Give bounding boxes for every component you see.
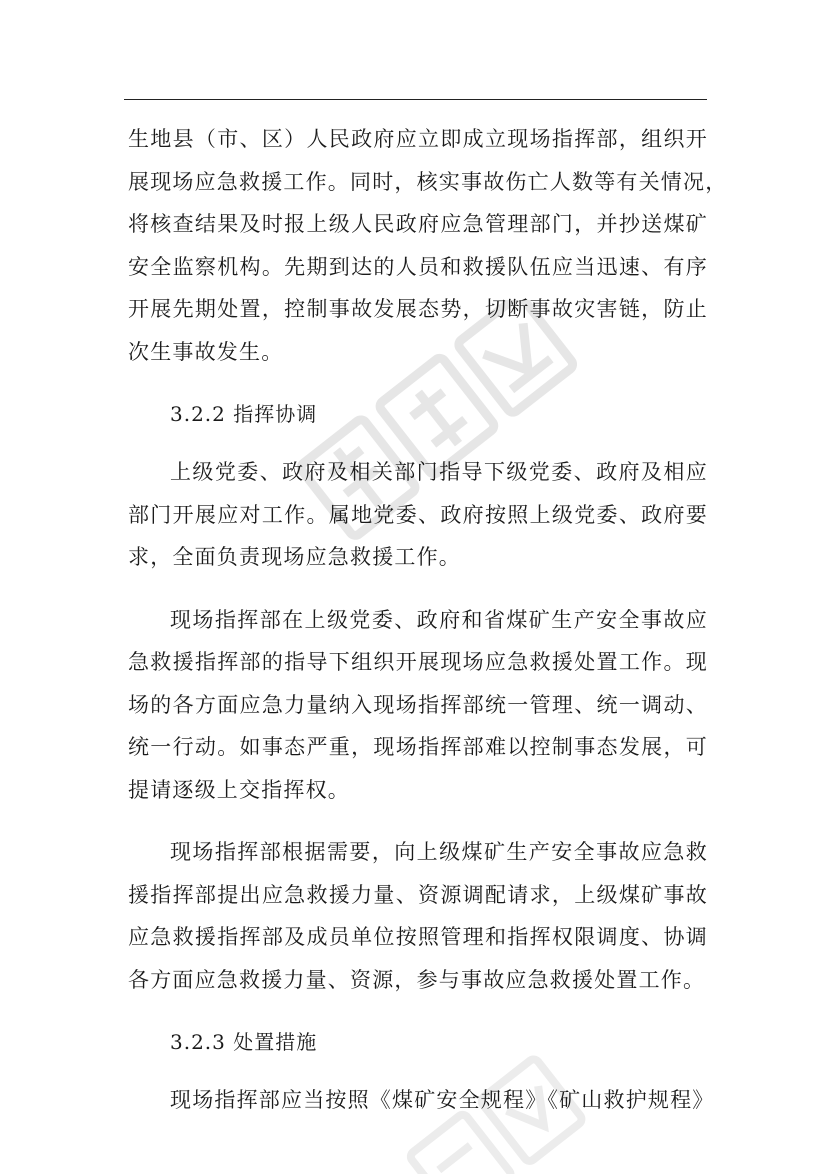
paragraph-2 <box>128 451 708 579</box>
paragraph-3 <box>128 599 708 812</box>
paragraph-4 <box>128 831 708 1001</box>
section-heading: 3.2.3 处置措施 <box>170 1030 318 1054</box>
text-line: 开展先期处置，控制事故发展态势，切断事故灾害链，防止 <box>128 297 708 321</box>
text-line: 援指挥部提出应急救援力量、资源调配请求，上级煤矿事故 <box>128 882 708 907</box>
text-line: 场的各方面应急力量纳入现场指挥部统一管理、统一调动、 <box>128 692 708 717</box>
section-heading: 3.2.2 指挥协调 <box>170 402 318 426</box>
text-line: 各方面应急救援力量、资源，参与事故应急救援处置工作。 <box>128 967 706 992</box>
text-line: 统一行动。如事态严重，现场指挥部难以控制事态发展，可 <box>128 735 708 759</box>
text-line: 将核查结果及时报上级人民政府应急管理部门，并抄送煤矿 <box>128 212 708 236</box>
text-line: 部门开展应对工作。属地党委、政府按照上级党委、政府要 <box>128 502 708 527</box>
text-line: 提请逐级上交指挥权。 <box>128 777 350 802</box>
header-rule <box>124 99 707 100</box>
text-line: 展现场应急救援工作。同时，核实事故伤亡人数等有关情况， <box>128 169 728 194</box>
text-line: 次生事故发生。 <box>128 339 284 364</box>
text-line: 求，全面负责现场应急救援工作。 <box>128 545 461 569</box>
text-line: 现场指挥部根据需要，向上级煤矿生产安全事故应急救 <box>170 840 708 864</box>
text-line: 应急救援指挥部及成员单位按照管理和指挥权限调度、协调 <box>128 925 708 949</box>
text-line: 急救援指挥部的指导下组织开展现场应急救援处置工作。现 <box>128 650 708 674</box>
text-line: 安全监察机构。先期到达的人员和救援队伍应当迅速、有序 <box>128 254 708 279</box>
paragraph-1 <box>128 118 728 373</box>
text-line: 生地县（市、区）人民政府应立即成立现场指挥部，组织开 <box>128 127 708 151</box>
text-line: 上级党委、政府及相关部门指导下级党委、政府及相应 <box>170 460 708 484</box>
text-line: 现场指挥部在上级党委、政府和省煤矿生产安全事故应 <box>170 607 708 632</box>
document-body <box>128 118 728 1122</box>
paragraph-5 <box>128 1079 715 1122</box>
text-line: 现场指挥部应当按照《煤矿安全规程》《矿山救护规程》 <box>170 1088 715 1112</box>
